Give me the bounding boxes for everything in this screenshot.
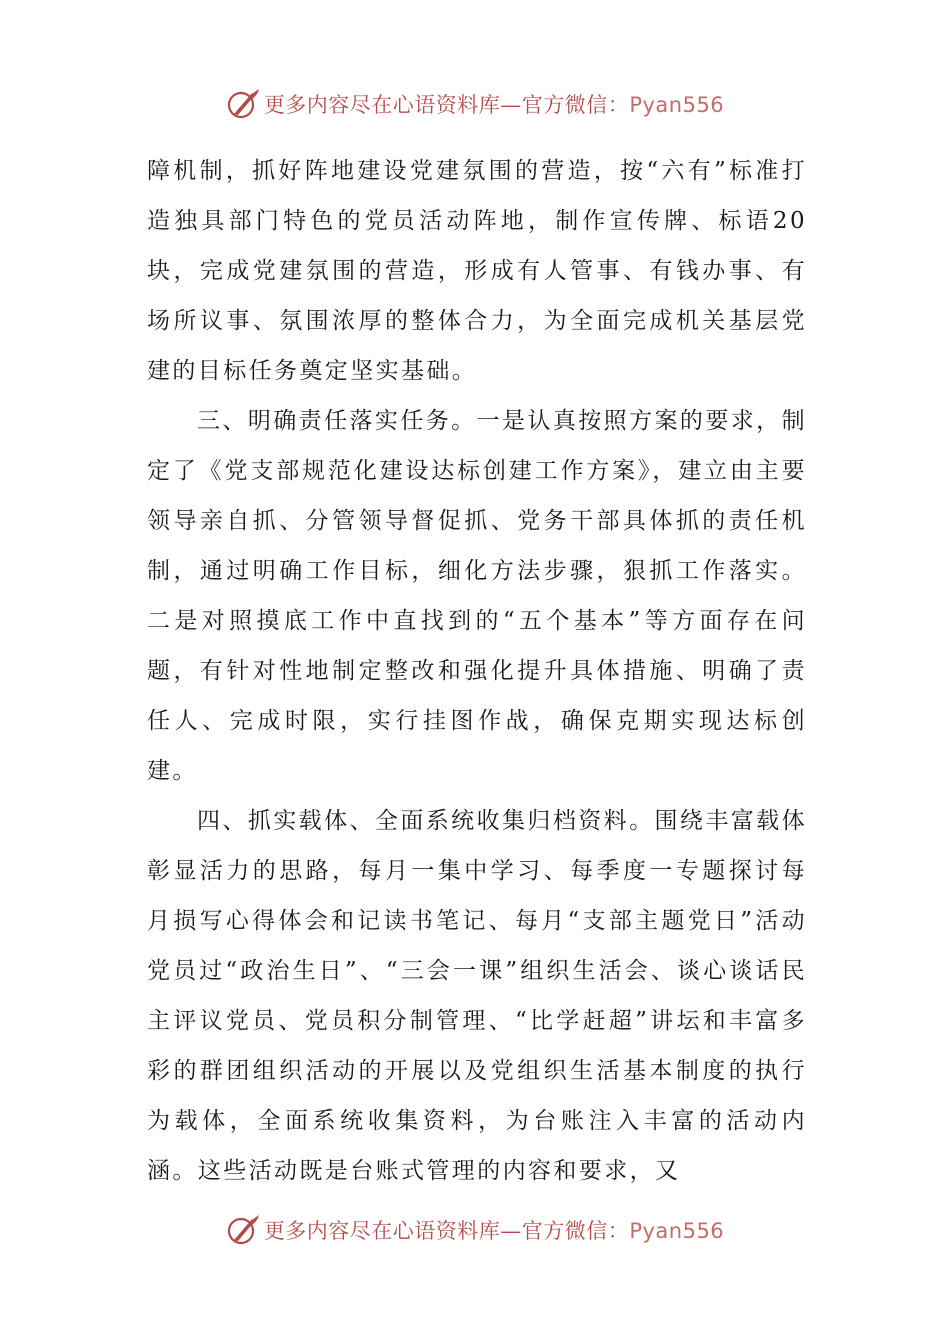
paragraph-continued: 障机制，抓好阵地建设党建氛围的营造，按“六有”标准打造独具部门特色的党员活动阵地，制作宣传牌、标语20块，完成党建氛围的营造，形成有人管事、有钱办事、有场所议事、氛围浓厚的整体合力，为全面完成机关基层党建的目标任务奠定坚实基础。 — [147, 158, 807, 384]
paragraph-section-4: 四、抓实载体、全面系统收集归档资料。围绕丰富载体彰显活力的思路，每月一集中学习、每季度一专题探讨每月损写心得体会和记读书笔记、每月“支部主题党日”活动党员过“政治生日”、“三会一课”组织生活会、谈心谈话民主评议党员、党员积分制管理、“比学赶超”讲坛和丰富多彩的群团组织活动的开展以及党组织生活基本制度的执行为载体，全面系统收集资料，为台账注入丰富的活动内涵。这些活动既是台账式管理的内容和要求，又 — [147, 808, 807, 1184]
watermark-footer — [0, 1210, 950, 1250]
watermark-handle: Pyan556 — [629, 93, 725, 117]
quill-logo-icon — [226, 87, 260, 121]
paragraph-section-3: 三、明确责任落实任务。一是认真按照方案的要求，制定了《党支部规范化建设达标创建工作方案》，建立由主要领导亲自抓、分管领导督促抓、党务干部具体抓的责任机制，通过明确工作目标，细化方法步骤，狠抓工作落实。二是对照摸底工作中直找到的“五个基本”等方面存在问题，有针对性地制定整改和强化提升具体措施、明确了责任人、完成时限，实行挂图作战，确保克期实现达标创建。 — [147, 408, 807, 784]
watermark-text: 更多内容尽在心语资料库—官方微信：Pyan556 — [263, 93, 725, 117]
document-body — [147, 146, 807, 1196]
watermark-handle: Pyan556 — [629, 1219, 725, 1243]
watermark-text: 更多内容尽在心语资料库—官方微信：Pyan556 — [263, 1219, 725, 1243]
quill-logo-icon — [226, 1213, 260, 1247]
watermark-header — [0, 84, 950, 124]
